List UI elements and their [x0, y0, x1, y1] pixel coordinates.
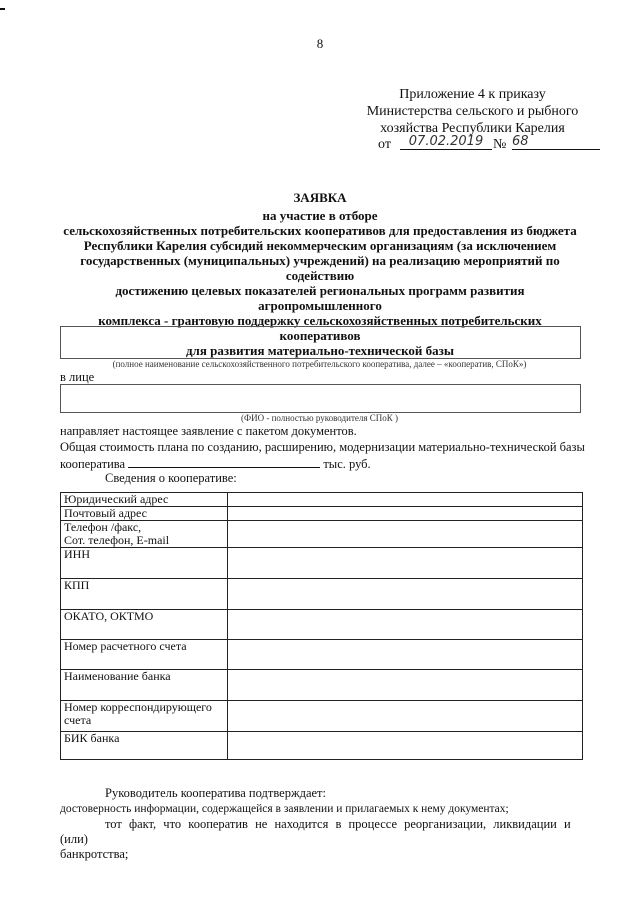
appendix-line-3: хозяйства Республики Карелия: [380, 121, 565, 136]
info-label-cell: Юридический адрес: [61, 493, 228, 507]
table-row: [61, 670, 583, 701]
info-value-cell[interactable]: [228, 493, 583, 507]
info-label-cell: Почтовый адрес: [61, 507, 228, 521]
info-value-cell[interactable]: [228, 548, 583, 579]
table-row: [61, 548, 583, 579]
table-row: [61, 493, 583, 507]
info-label-cell: БИК банка: [61, 732, 228, 760]
table-row: [61, 610, 583, 640]
info-value-cell[interactable]: [228, 640, 583, 670]
info-value-cell[interactable]: [228, 701, 583, 732]
info-label-cell: ИНН: [61, 548, 228, 579]
appendix-line-2: Министерства сельского и рыбного: [366, 104, 579, 119]
info-label-cell: Телефон /факс, Сот. телефон, E-mail: [61, 521, 228, 548]
total-cost-input[interactable]: [128, 455, 320, 468]
handwritten-order-number: 68: [512, 134, 600, 150]
title-heading: ЗАЯВКА: [293, 190, 347, 205]
total-cost-row: [60, 455, 371, 472]
from-label: от: [378, 137, 391, 152]
submits-text: направляет настоящее заявление с пакетом документов.: [60, 424, 357, 438]
number-label: №: [493, 137, 507, 152]
total-cost-prefix: кооператива: [60, 457, 126, 471]
director-name-caption: (ФИО - полностью руководителя СПоК ): [240, 413, 399, 423]
table-row: [61, 732, 583, 760]
title-line-7: для развития материально-технической базы: [185, 343, 455, 358]
title-line-5: достижению целевых показателей региональных программ развития агропромышленного: [115, 283, 525, 313]
handwritten-date: 07.02.2019: [400, 134, 492, 150]
cooperative-info-table: [60, 492, 583, 760]
info-value-cell[interactable]: [228, 670, 583, 701]
appendix-reference: [345, 86, 600, 137]
in-person-label: в лице: [60, 370, 95, 384]
total-cost-unit: тыс. руб.: [323, 457, 371, 471]
confirmation-intro: Руководитель кооператива подтверждает:: [105, 786, 326, 800]
director-name-field[interactable]: [60, 384, 581, 413]
order-date-line: [378, 134, 600, 155]
table-row: [61, 507, 583, 521]
info-value-cell[interactable]: [228, 521, 583, 548]
table-row: [61, 640, 583, 670]
title-line-1: на участие в отборе: [262, 208, 378, 223]
appendix-line-1: Приложение 4 к приказу: [399, 87, 546, 102]
info-value-cell[interactable]: [228, 610, 583, 640]
confirmation-item-2b: банкротства;: [60, 847, 129, 861]
cooperative-name-field[interactable]: [60, 326, 581, 359]
cooperative-name-caption: (полное наименование сельскохозяйственного потребительского кооператива, далее – «кооператив, СПоК»): [112, 359, 527, 369]
title-line-6: комплекса - грантовую поддержку сельскохозяйственных потребительских кооперативов: [98, 313, 542, 343]
info-label-cell: Номер корреспондирующего счета: [61, 701, 228, 732]
info-value-cell[interactable]: [228, 579, 583, 610]
info-label-cell: КПП: [61, 579, 228, 610]
title-line-3: Республики Карелия субсидий некоммерческим организациям (за исключением: [83, 238, 557, 253]
table-row: [61, 521, 583, 548]
page-number: 8: [316, 36, 324, 51]
info-value-cell[interactable]: [228, 732, 583, 760]
info-label-cell: Номер расчетного счета: [61, 640, 228, 670]
scan-corner-mark: [0, 8, 5, 10]
info-heading: Сведения о кооперативе:: [105, 471, 237, 485]
confirmation-item-1: достоверность информации, содержащейся в заявлении и прилагаемых к нему документах;: [60, 803, 509, 815]
confirmation-block: [60, 786, 600, 862]
table-row: [61, 701, 583, 732]
table-row: [61, 579, 583, 610]
info-label-cell: Наименование банка: [61, 670, 228, 701]
confirmation-item-2a: тот факт, что кооператив не находится в процессе реорганизации, ликвидации и (или): [60, 817, 571, 846]
title-line-2: сельскохозяйственных потребительских кооперативов для предоставления из бюджета: [63, 223, 577, 238]
info-value-cell[interactable]: [228, 507, 583, 521]
total-cost-line: Общая стоимость плана по созданию, расширению, модернизации материально-технической базы: [60, 440, 585, 454]
info-label-cell: ОКАТО, ОКТМО: [61, 610, 228, 640]
title-line-4: государственных (муниципальных) учреждений) на реализацию мероприятий по содействию: [80, 253, 560, 283]
